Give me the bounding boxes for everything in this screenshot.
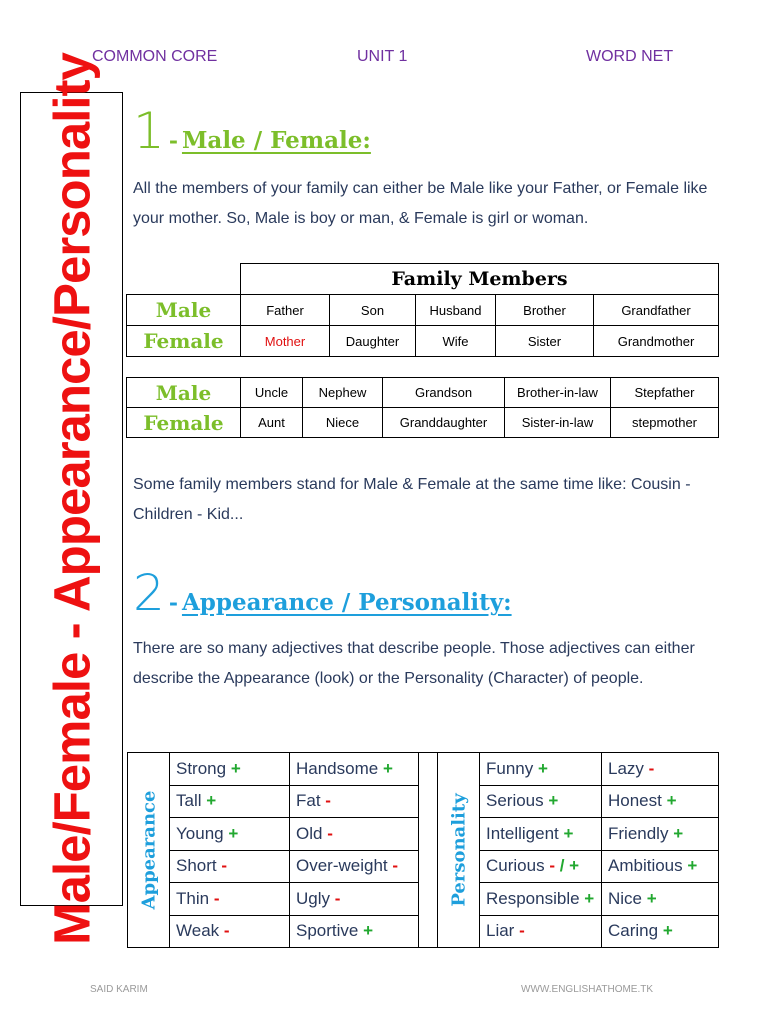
table-cell: Granddaughter [383,408,505,438]
adjective-cell [602,915,719,948]
adjective-word: Ambitious [608,856,683,876]
section2-heading [133,564,512,622]
table-cell: Aunt [241,408,303,438]
sentiment-sign: - [392,856,399,876]
female-label: Female [127,408,241,438]
header-right: WORD NET [586,48,674,65]
table-row [128,753,419,786]
table-row [438,883,719,916]
adjective-word: Tall [176,791,202,811]
sentiment-sign: - [223,921,230,941]
adjective-word: Honest [608,791,662,811]
sentiment-sign: + [646,888,657,908]
adjective-word: Caring [608,921,659,941]
sentiment-sign: + [584,888,595,908]
personality-label: Personality [448,793,469,907]
table-cell: Brother-in-law [505,378,611,408]
section2-intro: There are so many adjectives that describe people. Those adjectives can either describe the Appearance (look) or the Personality (Character) of people. [133,640,695,687]
table-cell: Son [330,295,416,326]
sidebar-title: Male/Female - Appearance/Personality [43,53,100,945]
adjective-cell [170,753,290,786]
adjective-cell [602,883,719,916]
adjective-word: Curious [486,856,545,876]
sentiment-sign: + [537,758,548,778]
section1-heading [133,102,371,160]
adjective-cell [290,785,419,818]
table-cell: Grandfather [594,295,719,326]
section1-dash: - [168,128,178,154]
sentiment-sign: - [221,856,228,876]
sentiment-sign: - [327,823,333,843]
adjective-cell [290,883,419,916]
female-label: Female [127,326,241,357]
adjective-word: Ugly [296,888,331,908]
sentiment-sign: + [673,823,684,843]
sentiment-sign: - [519,921,525,941]
table-cell: stepmother [611,408,719,438]
section1-note: Some family members stand for Male & Female at the same time like: Cousin - Children - Kid... [133,476,691,523]
adjective-cell [170,883,290,916]
sentiment-sign: - [334,888,341,908]
adjective-word: Intelligent [486,823,559,843]
adjective-cell [480,753,602,786]
sentiment-sign: + [666,791,677,811]
section2-title: Appearance / Personality: [181,589,512,616]
appearance-table [127,752,419,948]
male-label: Male [127,295,241,326]
table-cell: Daughter [330,326,416,357]
adjective-cell [290,850,419,883]
adjective-word: Handsome [296,758,379,778]
adjective-cell [480,915,602,948]
adjective-word: Old [296,823,323,843]
appearance-side-cell [128,753,170,948]
adjective-word: Thin [176,888,210,908]
adjective-cell [480,850,602,883]
adjective-word: Sportive [296,921,359,941]
adjective-word: Young [176,823,224,843]
adjective-cell [290,818,419,851]
family-members-title: Family Members [240,263,719,294]
table-cell: Grandson [383,378,505,408]
table-row [128,850,419,883]
table-row [438,753,719,786]
male-label: Male [127,378,241,408]
sidebar-box [20,53,123,945]
adjective-cell [170,915,290,948]
adjective-word: Nice [608,888,643,908]
table-cell: Nephew [303,378,383,408]
adjective-cell [480,818,602,851]
adjective-cell [480,883,602,916]
table-row [127,295,719,326]
section1-number: 1 [133,102,165,160]
sentiment-sign: + [230,758,241,778]
sentiment-sign: + [548,791,559,811]
table-cell: Grandmother [594,326,719,357]
header-left: COMMON CORE [92,48,218,65]
table-row [438,915,719,948]
table-cell: Sister [496,326,594,357]
sentiment-sign: + [382,758,393,778]
adjective-word: Liar [486,921,515,941]
table-row [438,818,719,851]
table-cell: Wife [416,326,496,357]
footer-left: SAID KARIM [90,984,148,995]
adjective-cell [170,785,290,818]
personality-side-cell [438,753,480,948]
table-row [128,785,419,818]
sentiment-sign: + [662,921,673,941]
adjective-word: Weak [176,921,220,941]
adjective-cell [170,818,290,851]
adjective-word: Over-weight [296,856,388,876]
sentiment-sign: + [687,856,698,876]
table-row [127,408,719,438]
adjective-word: Lazy [608,758,644,778]
adjective-word: Serious [486,791,544,811]
table-cell: Mother [241,326,330,357]
table-row [127,378,719,408]
table-cell: Husband [416,295,496,326]
family-table-1 [126,294,719,357]
table-gap [419,752,437,948]
sentiment-sign: - [213,888,220,908]
sentiment-sign: - [325,791,331,811]
section2-number: 2 [133,564,165,622]
table-cell: Sister-in-law [505,408,611,438]
table-cell: Stepfather [611,378,719,408]
header-center: UNIT 1 [357,48,408,65]
sentiment-sign: + [206,791,217,811]
adjective-cell [602,785,719,818]
adjective-cell [602,850,719,883]
adjective-cell [602,818,719,851]
sentiment-sign: + [228,823,239,843]
sentiment-sign: - / + [549,856,580,876]
personality-table [437,752,719,948]
adjective-cell [480,785,602,818]
adjective-word: Friendly [608,823,669,843]
table-row [127,326,719,357]
adjective-word: Responsible [486,888,580,908]
table-row [128,915,419,948]
section1-intro: All the members of your family can either be Male like your Father, or Female like your mother. So, Male is boy or man, & Female is girl or woman. [133,180,708,227]
adjective-word: Fat [296,791,321,811]
family-table-2 [126,377,719,438]
table-row [438,785,719,818]
table-cell: Father [241,295,330,326]
appearance-label: Appearance [138,790,159,910]
table-cell: Brother [496,295,594,326]
sentiment-sign: + [563,823,574,843]
section2-dash: - [168,590,178,616]
adjective-cell [170,850,290,883]
table-row [128,818,419,851]
adjective-word: Strong [176,758,227,778]
sentiment-sign: + [363,921,374,941]
sentiment-sign: - [648,758,655,778]
adjective-cell [602,753,719,786]
adjective-cell [290,753,419,786]
adjective-cell [290,915,419,948]
adjective-word: Short [176,856,217,876]
table-cell: Niece [303,408,383,438]
table-row [128,883,419,916]
table-cell: Uncle [241,378,303,408]
footer-right: WWW.ENGLISHATHOME.TK [521,984,654,995]
section1-title: Male / Female: [181,127,371,154]
adjective-word: Funny [486,758,534,778]
table-row [438,850,719,883]
